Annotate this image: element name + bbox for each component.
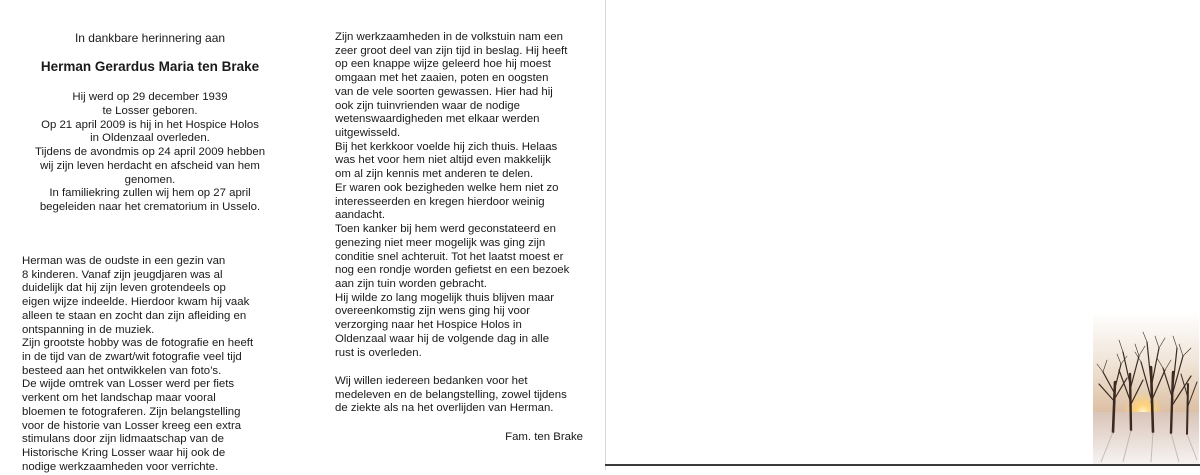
- text-line: Herman was de oudste in een gezin van: [22, 255, 226, 267]
- text-line: verkent om het landschap maar vooral: [22, 392, 216, 405]
- intro-text: In dankbare herinnering aan: [74, 31, 226, 45]
- text-line: duidelijk dat hij zijn leven grotendeels op: [22, 282, 226, 295]
- text-line: voor de historie van Losser kreeg een extra: [22, 419, 242, 432]
- text-line: aan zijn tuin worden gebracht.: [335, 277, 487, 290]
- text-line: Oldenzaal waar hij de volgende dag in alle: [335, 332, 550, 345]
- text-line: omgaan met het zaaien, poten en oogsten: [335, 72, 549, 85]
- text-line: verzorging naar het Hospice Holos in: [335, 319, 522, 332]
- text-line: besteed aan het ontwikkelen van foto’s.: [22, 364, 222, 377]
- detail-line: In familiekring zullen wij hem op 27 april: [49, 187, 251, 200]
- text-line: Toen kanker bij hem werd geconstateerd en: [335, 223, 556, 236]
- text-line: alleen te staan en zocht dan zijn afleiding en: [22, 309, 247, 322]
- left-panel: [0, 0, 300, 473]
- text-line: eigen wijze indeelde. Hierdoor kwam hij vaak: [22, 296, 250, 309]
- text-line: medeleven en de belangstelling, zowel tijdens: [335, 388, 567, 401]
- text-line: 8 kinderen. Vanaf zijn jeugdjaren was al: [22, 268, 223, 281]
- text-line: Hij wilde zo lang mogelijk thuis blijven maar: [335, 291, 555, 304]
- text-line: zeer groot deel van zijn tijd in beslag. Hij heeft: [335, 44, 568, 57]
- winter-trees-photo: [1093, 312, 1199, 464]
- text-line: wetenswaardigheden met elkaar werden: [335, 113, 540, 126]
- biography-left: [22, 255, 253, 475]
- detail-line: begeleiden naar het crematorium in Usselo.: [39, 201, 261, 213]
- text-line: Zijn werkzaamheden in de volkstuin nam een: [335, 31, 563, 43]
- biography-middle: [335, 31, 569, 360]
- text-line: Zijn grootste hobby was de fotografie en heeft: [22, 337, 254, 350]
- text-line: in de tijd van de zwart/wit fotografie veel tijd: [22, 351, 242, 364]
- text-line: op een knappe wijze geleerd hoe hij moest: [335, 58, 551, 71]
- middle-panel: [300, 0, 600, 470]
- text-line: De wijde omtrek van Losser werd per fiets: [22, 378, 235, 391]
- deceased-name: Herman Gerardus Maria ten Brake: [40, 59, 260, 74]
- text-line: Bij het kerkkoor voelde hij zich thuis. Helaas: [335, 140, 558, 153]
- detail-line: in Oldenzaal overleden.: [90, 132, 210, 145]
- text-line: stimulans door zijn lidmaatschap van de: [22, 433, 224, 446]
- detail-line: genomen.: [124, 173, 176, 186]
- text-line: om al zijn kennis met anderen te delen.: [335, 168, 534, 181]
- text-line: overeenkomstig zijn wens ging hij voor: [335, 305, 531, 318]
- detail-line: Hij werd op 29 december 1939: [72, 91, 228, 103]
- text-line: nodige werkzaamheden voor verrichte.: [22, 460, 219, 473]
- text-line: bloemen te fotograferen. Zijn belangstelling: [22, 405, 241, 418]
- text-line: van de vele soorten gewassen. Hier had hij: [335, 85, 553, 98]
- text-line: genezing niet meer mogelijk was ging zijn: [335, 236, 546, 249]
- text-line: rust is overleden.: [335, 346, 422, 359]
- thanks-text: [335, 375, 567, 416]
- detail-line: Tijdens de avondmis op 24 april 2009 hebben: [34, 146, 266, 158]
- family-signature: Fam. ten Brake: [505, 431, 583, 443]
- detail-line: wij zijn leven herdacht en afscheid van hem: [40, 159, 260, 172]
- text-line: conditie snel achteruit. Tot het laatst moest er: [335, 250, 564, 263]
- detail-line: Op 21 april 2009 is hij in het Hospice Holos: [41, 118, 259, 131]
- text-line: interesseerden en kregen hierdoor weinig: [335, 195, 545, 208]
- text-line: ook zijn tuinvrienden waar de nodige: [335, 99, 520, 112]
- text-line: aandacht.: [335, 209, 386, 222]
- text-line: nog een rondje worden gefietst en een bezoek: [335, 264, 570, 277]
- text-line: was het voor hem niet altijd even makkelijk: [335, 154, 551, 167]
- text-line: uitgewisseld.: [335, 127, 401, 140]
- detail-line: te Losser geboren.: [102, 104, 198, 117]
- life-details: [0, 91, 300, 215]
- text-line: Wij willen iedereen bedanken voor het: [335, 375, 528, 387]
- text-line: Historische Kring Losser waar hij ook de: [22, 447, 226, 460]
- text-line: de ziekte als na het overlijden van Herman.: [335, 402, 554, 415]
- text-line: ontspanning in de muziek.: [22, 323, 155, 336]
- text-line: Er waren ook bezigheden welke hem niet zo: [335, 181, 559, 194]
